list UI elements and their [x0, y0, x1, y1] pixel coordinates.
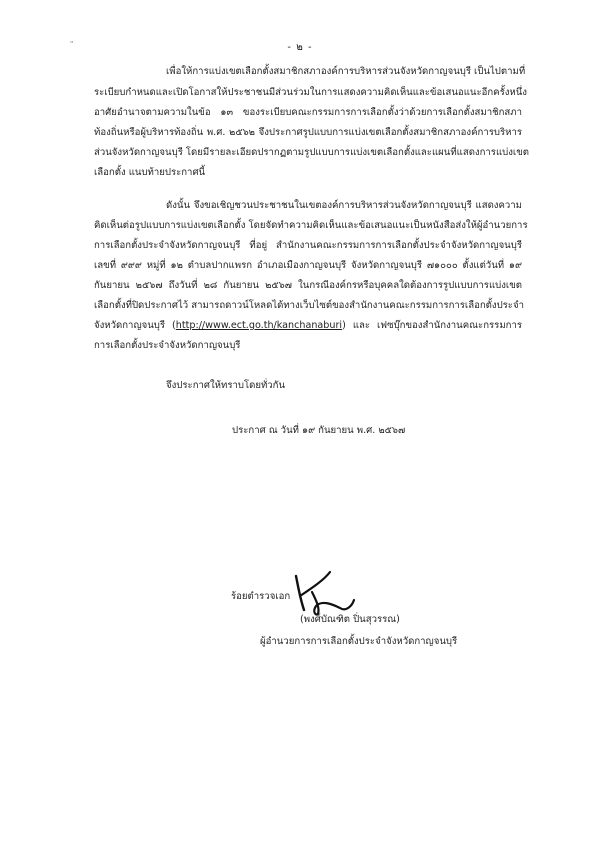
website-link[interactable]: http://www.ect.go.th/kanchanaburi	[175, 320, 343, 331]
paragraph1-line4: ท้องถิ่นหรือผู้บริหารท้องถิ่น พ.ศ. ๒๕๖๒ จึงประกาศรูปแบบการแบ่งเขตเลือกตั้งสมาชิกสภาองค์การบริหาร	[94, 127, 522, 138]
signer-name: (พงศ์บัณฑิต ปิ่นสุวรรณ)	[300, 614, 400, 625]
paragraph1-line3: อาศัยอำนาจตามความในข้อ ๑๓ ของระเบียบคณะกรรมการการเลือกตั้งว่าด้วยการเลือกตั้งสมาชิกสภา	[94, 107, 522, 118]
paragraph2-line3: การเลือกตั้งประจำจังหวัดกาญจนบุรี ที่อยู่ สำนักงานคณะกรรมการการเลือกตั้งประจำจังหวัดกาญจนบุรี	[94, 240, 522, 251]
paragraph2-line1: ดังนั้น จึงขอเชิญชวนประชาชนในเขตองค์การบริหารส่วนจังหวัดกาญจนบุรี แสดงความ	[166, 200, 522, 211]
paragraph2-line7	[94, 320, 522, 332]
announce-all: จึงประกาศให้ทราบโดยทั่วกัน	[166, 380, 286, 391]
announce-date: ประกาศ ณ วันที่ ๑๙ กันยายน พ.ศ. ๒๕๖๗	[232, 425, 406, 436]
corner-mark: "	[70, 40, 74, 48]
paragraph2-line2: คิดเห็นต่อรูปแบบการแบ่งเขตเลือกตั้ง โดยจัดทำความคิดเห็นและข้อเสนอแนะเป็นหนังสือส่งให้ผู้อำนวยการ	[94, 220, 528, 231]
paragraph1-line1: เพื่อให้การแบ่งเขตเลือกตั้งสมาชิกสภาองค์การบริหารส่วนจังหวัดกาญจนบุรี เป็นไปตามที่	[166, 66, 526, 77]
paragraph2-line8: การเลือกตั้งประจำจังหวัดกาญจนบุรี	[94, 340, 241, 351]
signature-mark	[282, 566, 362, 616]
signer-rank: ร้อยตำรวจเอก	[231, 591, 291, 602]
signer-title: ผู้อำนวยการการเลือกตั้งประจำจังหวัดกาญจนบุรี	[260, 636, 458, 647]
paragraph2-line6: เลือกตั้งที่ปิดประกาศไว้ สามารถดาวน์โหลดได้ทางเว็บไซต์ของสำนักงานคณะกรรมการการเลือกตั้งประจำ	[94, 300, 524, 311]
website-suffix: ) และ เฟซบุ๊กของสำนักงานคณะกรรมการ	[342, 320, 522, 331]
paragraph1-line2: ระเบียบกำหนดและเปิดโอกาสให้ประชาชนมีส่วนร่วมในการแสดงความคิดเห็นและข้อเสนอแนะอีกครั้งหนึ่ง	[94, 87, 527, 98]
page-number: - ๒ -	[287, 42, 313, 53]
paragraph2-line5: กันยายน ๒๕๖๗ ถึงวันที่ ๒๘ กันยายน ๒๕๖๗ ในกรณีองค์กรหรือบุคคลใดต้องการรูปแบบการแบ่งเขต	[94, 280, 522, 291]
paragraph2-line4: เลขที่ ๙๙๙ หมู่ที่ ๑๒ ตำบลปากแพรก อำเภอเมืองกาญจนบุรี จังหวัดกาญจนบุรี ๗๑๐๐๐ ตั้งแต่วันที่ ๑๙	[94, 260, 522, 271]
paragraph1-line6: เลือกตั้ง แนบท้ายประกาศนี้	[94, 167, 206, 178]
paragraph1-line5: ส่วนจังหวัดกาญจนบุรี โดยมีรายละเอียดปรากฏตามรูปแบบการแบ่งเขตเลือกตั้งและแผนที่แสดงการแบ่งเขต	[94, 147, 529, 158]
website-prefix: จังหวัดกาญจนบุรี (	[94, 320, 176, 331]
